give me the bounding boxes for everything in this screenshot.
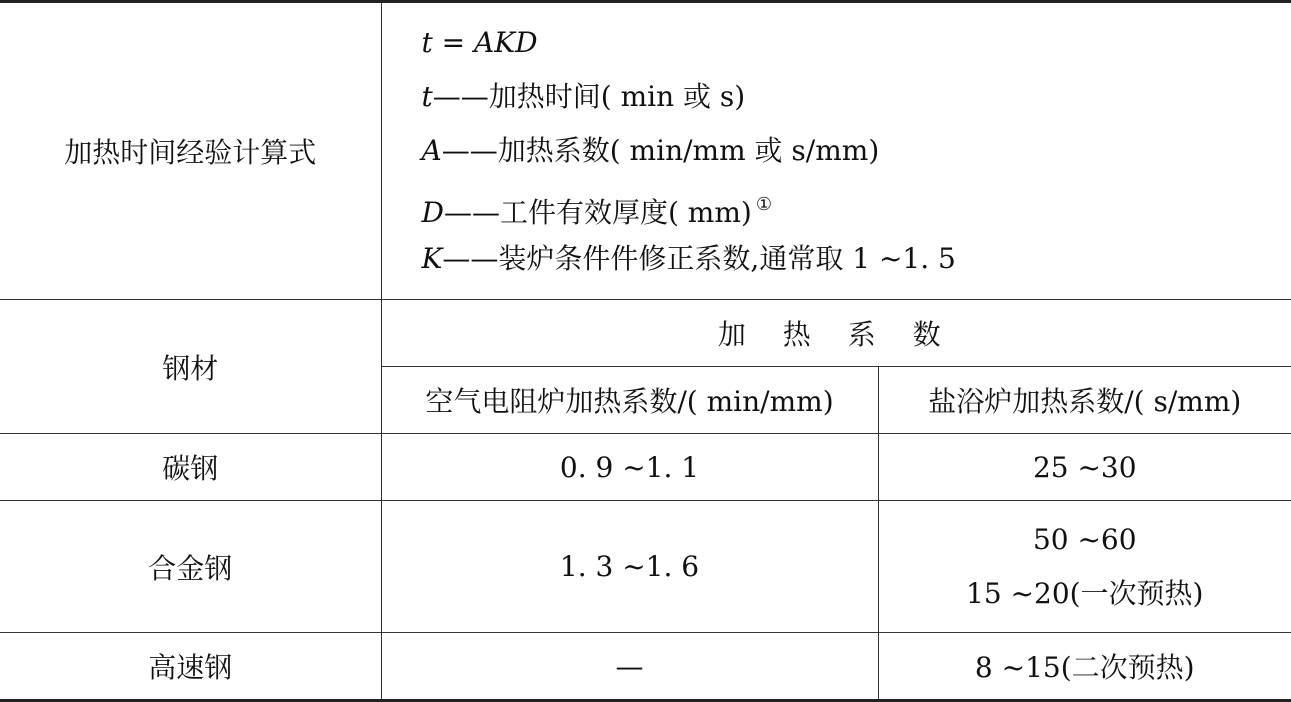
salt-coefficient-line: 50 ~60 [879,513,1291,567]
air-coefficient: — [381,633,878,701]
footnote-marker: ① [756,194,772,215]
formula-equation [422,16,1291,70]
salt-bath-header: 盐浴炉加热系数/( s/mm) [878,367,1291,434]
air-coefficient: 0. 9 ~1. 1 [381,434,878,501]
definition-d: D——工件有效厚度( mm) ① [422,178,1291,232]
definition-a: A——加热系数( min/mm 或 s/mm) [422,124,1291,178]
air-coefficient: 1. 3 ~1. 6 [381,501,878,633]
salt-coefficient-line: 15 ~20(一次预热) [879,567,1291,621]
formula-label: 加热时间经验计算式 [0,2,381,300]
salt-coefficient: 25 ~30 [878,434,1291,501]
formula-cell [381,2,1291,300]
definition-t: t——加热时间( min 或 s) [422,70,1291,124]
definition-k: K——装炉条件件修正系数,通常取 1 ~1. 5 [422,232,1291,286]
air-furnace-header: 空气电阻炉加热系数/( min/mm) [381,367,878,434]
coefficient-group-header: 加 热 系 数 [381,300,1291,367]
formula-row [0,2,1291,300]
table-row [0,633,1291,701]
salt-coefficient: 8 ~15(二次预热) [878,633,1291,701]
steel-name: 高速钢 [0,633,381,701]
header-row-1 [0,300,1291,367]
table-row [0,501,1291,633]
salt-coefficient [878,501,1291,633]
steel-header: 钢材 [0,300,381,434]
equation-text: t = AKD [422,26,538,59]
table-row [0,434,1291,501]
steel-name: 合金钢 [0,501,381,633]
steel-name: 碳钢 [0,434,381,501]
